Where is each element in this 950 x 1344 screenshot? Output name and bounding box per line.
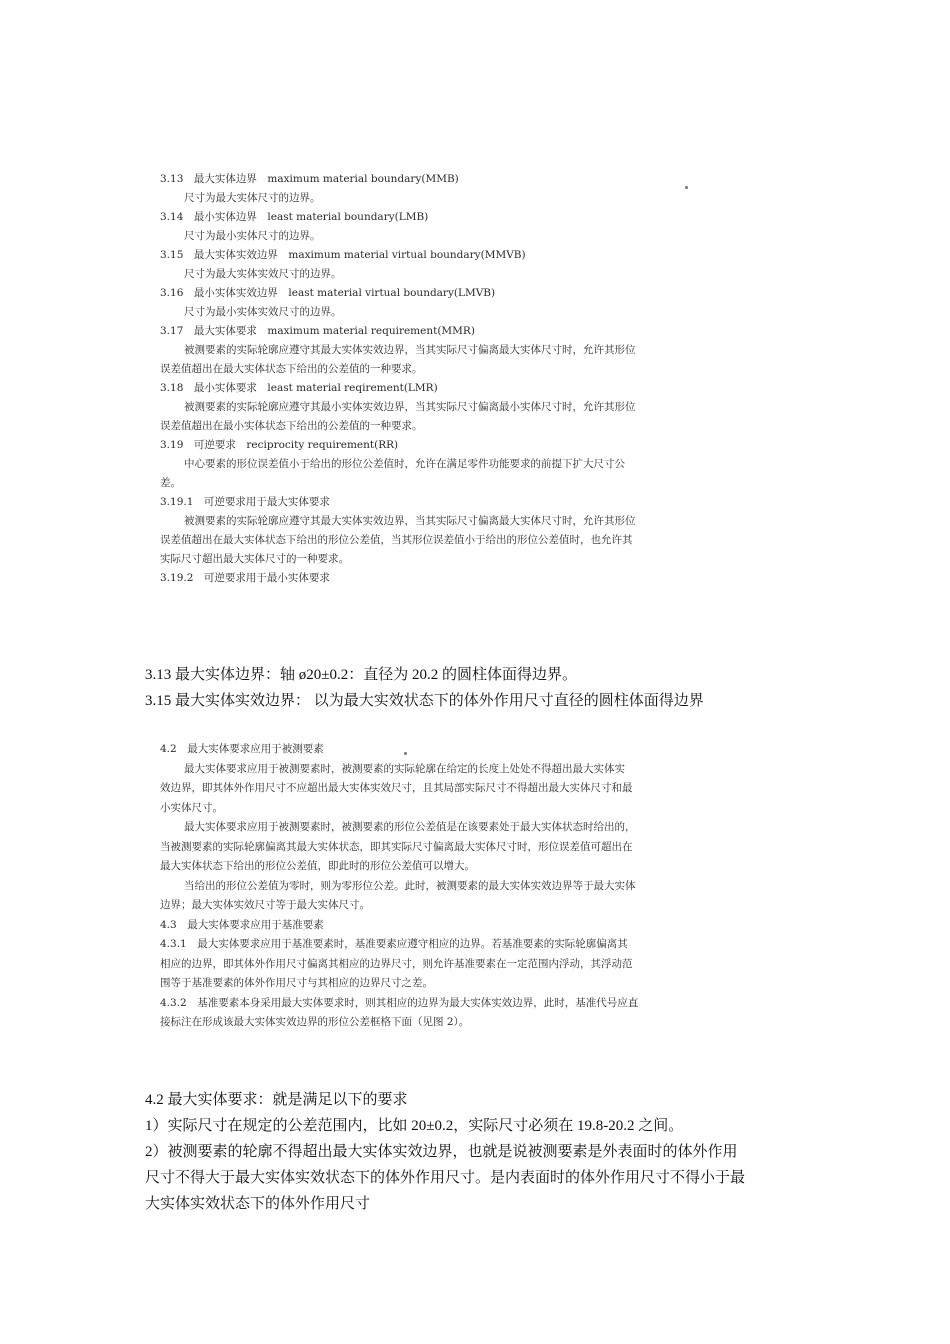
scan-line: 边界；最大实体实效尺寸等于最大实体尺寸。 <box>160 899 370 911</box>
scan-line: 中心要素的形位误差值小于给出的形位公差值时，允许在满足零件功能要求的前提下扩大尺寸公 <box>184 458 625 470</box>
scan-line: 3.19 可逆要求 reciprocity requirement(RR) <box>160 439 399 451</box>
scan-line: 最大实体要求应用于被测要素时，被测要素的实际轮廓在给定的长度上处处不得超出最大实体实 <box>184 762 625 775</box>
note-boundary-examples <box>145 662 825 714</box>
scan-line: 3.19.1 可逆要求用于最大实体要求 <box>160 496 330 508</box>
scan-line: 接标注在形成该最大实体实效边界的形位公差框格下面（见图 2）。 <box>160 1016 470 1028</box>
scanned-excerpt-requirements <box>160 740 680 1033</box>
scan-line: 最大实体要求应用于被测要素时，被测要素的形位公差值是在该要素处于最大实体状态时给出的， <box>184 821 636 833</box>
scan-line: 3.19.2 可逆要求用于最小实体要求 <box>160 572 330 584</box>
scan-line: 被测要素的实际轮廓应遵守其最大实体实效边界，当其实际尺寸偏离最大实体尺寸时，允许其形位 <box>184 344 636 356</box>
scan-speck <box>404 752 407 755</box>
note-line: 3.13 最大实体边界：轴 ø20±0.2：直径为 20.2 的圆柱体面得边界。 <box>145 667 577 683</box>
scan-line: 实际尺寸超出最大实体尺寸的一种要求。 <box>160 553 349 565</box>
scan-line: 当被测要素的实际轮廓偏离其最大实体状态，即其实际尺寸偏离最大实体尺寸时，形位误差值可超出在 <box>160 840 633 853</box>
scan-line: 4.3 最大实体要求应用于基准要素 <box>160 918 324 931</box>
note-line: 2）被测要素的轮廓不得超出最大实体实效边界，也就是说被测要素是外表面时的体外作用 <box>145 1144 738 1160</box>
scan-line: 4.3.2 基准要素本身采用最大实体要求时，则其相应的边界为最大实体实效边界，此时，基准代号应直 <box>160 996 639 1009</box>
scan-line: 尺寸为最大实体尺寸的边界。 <box>184 192 321 204</box>
scan-line: 当给出的形位公差值为零时，则为零形位公差。此时，被测要素的最大实体实效边界等于最大实体 <box>184 879 636 892</box>
scanned-excerpt-definitions <box>160 170 680 588</box>
scan-line: 3.18 最小实体要求 least material reqirement(LMR) <box>160 382 438 394</box>
note-line: 4.2 最大实体要求：就是满足以下的要求 <box>145 1092 408 1108</box>
scan-line: 相应的边界，即其体外作用尺寸偏离其相应的边界尺寸，则允许基准要素在一定范围内浮动，其浮动范 <box>160 957 633 970</box>
note-mmr-explanation <box>145 1087 825 1217</box>
scan-line: 差。 <box>160 477 181 489</box>
scan-line: 尺寸为最小实体尺寸的边界。 <box>184 230 321 242</box>
scan-line: 被测要素的实际轮廓应遵守其最大实体实效边界，当其实际尺寸偏离最大实体尺寸时，允许其形位 <box>184 515 636 527</box>
scan-line: 3.17 最大实体要求 maximum material requirement(MMR) <box>160 325 475 337</box>
scan-line: 围等于基准要素的体外作用尺寸与其相应的边界尺寸之差。 <box>160 977 433 989</box>
scan-line: 尺寸为最大实体实效尺寸的边界。 <box>184 268 342 280</box>
note-line: 尺寸不得大于最大实体实效状态下的体外作用尺寸。是内表面时的体外作用尺寸不得小于最 <box>145 1170 746 1186</box>
scan-line: 小实体尺寸。 <box>160 801 223 814</box>
scan-line: 3.14 最小实体边界 least material boundary(LMB) <box>160 211 429 223</box>
scan-line: 误差值超出在最大实体状态下给出的公差值的一种要求。 <box>160 363 423 375</box>
scan-line: 3.15 最大实体实效边界 maximum material virtual boundary(MMVB) <box>160 249 526 261</box>
scan-line: 效边界，即其体外作用尺寸不应超出最大实体实效尺寸，且其局部实际尺寸不得超出最大实体尺寸和最 <box>160 782 633 794</box>
scan-line: 4.3.1 最大实体要求应用于基准要素时，基准要素应遵守相应的边界。若基准要素的实际轮廓偏离其 <box>160 938 628 950</box>
scan-line: 4.2 最大实体要求应用于被测要素 <box>160 743 324 755</box>
scan-line: 3.16 最小实体实效边界 least material virtual boundary(LMVB) <box>160 287 496 299</box>
scan-line: 3.13 最大实体边界 maximum material boundary(MMB) <box>160 173 459 185</box>
scan-line: 误差值超出在最小实体状态下给出的公差值的一种要求。 <box>160 420 423 432</box>
scan-line: 误差值超出在最大实体状态下给出的形位公差值，当其形位误差值小于给出的形位公差值时，也允许其 <box>160 534 633 546</box>
note-line: 大实体实效状态下的体外作用尺寸 <box>145 1196 371 1212</box>
note-line: 1）实际尺寸在规定的公差范围内，比如 20±0.2，实际尺寸必须在 19.8-20.2 之间。 <box>145 1118 684 1134</box>
scan-line: 最大实体状态下给出的形位公差值，即此时的形位公差值可以增大。 <box>160 860 475 872</box>
scan-line: 被测要素的实际轮廓应遵守其最小实体实效边界，当其实际尺寸偏离最小实体尺寸时，允许其形位 <box>184 401 636 413</box>
scan-speck <box>685 186 688 189</box>
scan-line: 尺寸为最小实体实效尺寸的边界。 <box>184 306 342 318</box>
note-line: 3.15 最大实体实效边界： 以为最大实效状态下的体外作用尺寸直径的圆柱体面得边界 <box>145 693 704 709</box>
